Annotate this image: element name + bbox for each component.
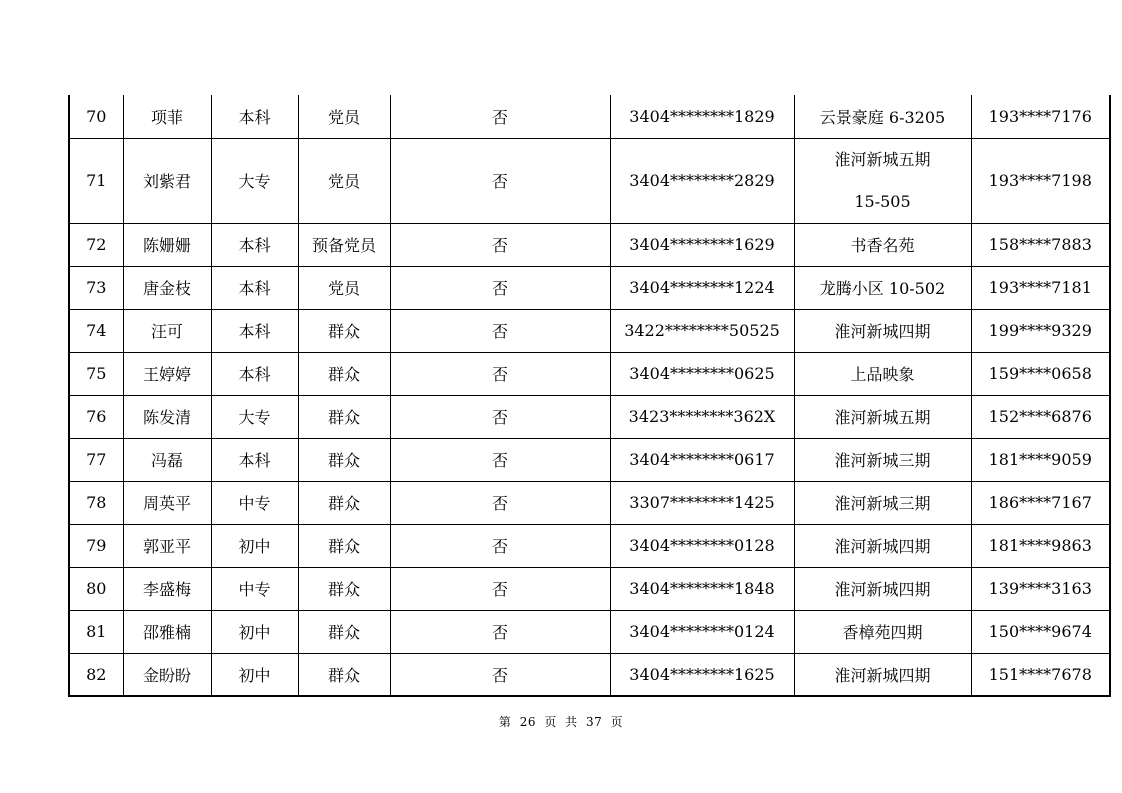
cell-name: 王婷婷 [123,352,211,395]
cell-number: 70 [69,95,123,138]
cell-flag: 否 [390,567,610,610]
cell-number: 78 [69,481,123,524]
cell-number: 72 [69,223,123,266]
cell-phone: 151****7678 [971,653,1110,696]
cell-id-number: 3422********50525 [610,309,794,352]
cell-political-status: 党员 [298,266,390,309]
cell-address: 龙腾小区 10-502 [794,266,971,309]
cell-address: 淮河新城四期 [794,309,971,352]
cell-phone: 186****7167 [971,481,1110,524]
cell-political-status: 群众 [298,309,390,352]
cell-address: 淮河新城四期 [794,524,971,567]
cell-education: 大专 [211,138,298,223]
cell-political-status: 群众 [298,610,390,653]
cell-flag: 否 [390,223,610,266]
footer-page-unit: 页 [544,715,557,729]
cell-political-status: 群众 [298,567,390,610]
cell-address: 淮河新城四期 [794,653,971,696]
page-footer [0,713,1122,730]
table-row [69,138,1110,223]
cell-flag: 否 [390,395,610,438]
cell-political-status: 群众 [298,395,390,438]
cell-name: 陈姗姗 [123,223,211,266]
cell-flag: 否 [390,481,610,524]
cell-number: 71 [69,138,123,223]
cell-id-number: 3404********1625 [610,653,794,696]
cell-address: 淮河新城三期 [794,481,971,524]
cell-id-number: 3404********0617 [610,438,794,481]
cell-address: 淮河新城三期 [794,438,971,481]
roster-table [68,95,1111,697]
cell-number: 79 [69,524,123,567]
cell-number: 80 [69,567,123,610]
cell-address [794,138,971,223]
cell-political-status: 党员 [298,138,390,223]
cell-education: 本科 [211,309,298,352]
cell-id-number: 3404********1629 [610,223,794,266]
cell-flag: 否 [390,438,610,481]
table-row [69,352,1110,395]
table-row [69,653,1110,696]
footer-total-pages: 37 [586,715,603,729]
cell-number: 77 [69,438,123,481]
cell-phone: 193****7176 [971,95,1110,138]
cell-phone: 181****9863 [971,524,1110,567]
table-row [69,395,1110,438]
table-row [69,266,1110,309]
cell-flag: 否 [390,524,610,567]
cell-education: 中专 [211,567,298,610]
cell-number: 75 [69,352,123,395]
cell-phone: 181****9059 [971,438,1110,481]
cell-name: 周英平 [123,481,211,524]
cell-phone: 150****9674 [971,610,1110,653]
cell-name: 汪可 [123,309,211,352]
cell-political-status: 预备党员 [298,223,390,266]
cell-education: 本科 [211,352,298,395]
footer-prefix: 第 [498,715,512,729]
footer-total-prefix: 共 [565,715,578,729]
cell-address: 云景豪庭 6-3205 [794,95,971,138]
roster-rows [69,95,1110,696]
cell-name: 项菲 [123,95,211,138]
cell-address: 上品映象 [794,352,971,395]
cell-id-number: 3307********1425 [610,481,794,524]
table-row [69,223,1110,266]
cell-id-number: 3404********0124 [610,610,794,653]
cell-phone: 152****6876 [971,395,1110,438]
cell-political-status: 群众 [298,438,390,481]
cell-id-number: 3404********0625 [610,352,794,395]
cell-address: 淮河新城四期 [794,567,971,610]
address-line-2: 15-505 [854,191,911,211]
cell-id-number: 3404********1829 [610,95,794,138]
cell-phone: 193****7181 [971,266,1110,309]
cell-flag: 否 [390,653,610,696]
cell-political-status: 群众 [298,524,390,567]
cell-education: 本科 [211,266,298,309]
cell-number: 76 [69,395,123,438]
cell-political-status: 群众 [298,352,390,395]
cell-education: 大专 [211,395,298,438]
cell-number: 82 [69,653,123,696]
cell-phone: 158****7883 [971,223,1110,266]
cell-education: 初中 [211,653,298,696]
cell-name: 陈发清 [123,395,211,438]
cell-id-number: 3404********2829 [610,138,794,223]
table-row [69,524,1110,567]
cell-address: 淮河新城五期 [794,395,971,438]
cell-phone: 139****3163 [971,567,1110,610]
table-row [69,610,1110,653]
cell-phone: 193****7198 [971,138,1110,223]
cell-political-status: 党员 [298,95,390,138]
cell-name: 邵雅楠 [123,610,211,653]
cell-phone: 159****0658 [971,352,1110,395]
cell-address: 书香名苑 [794,223,971,266]
cell-flag: 否 [390,266,610,309]
cell-id-number: 3404********0128 [610,524,794,567]
table-row [69,567,1110,610]
table-row [69,481,1110,524]
footer-page-number: 26 [519,715,536,729]
cell-political-status: 群众 [298,481,390,524]
cell-flag: 否 [390,610,610,653]
cell-address: 香樟苑四期 [794,610,971,653]
footer-total-unit: 页 [610,715,624,729]
table-row [69,309,1110,352]
cell-name: 李盛梅 [123,567,211,610]
cell-name: 冯磊 [123,438,211,481]
cell-number: 81 [69,610,123,653]
cell-flag: 否 [390,138,610,223]
cell-education: 初中 [211,610,298,653]
cell-name: 金盼盼 [123,653,211,696]
table-row [69,95,1110,138]
cell-education: 中专 [211,481,298,524]
cell-education: 本科 [211,95,298,138]
cell-education: 本科 [211,438,298,481]
cell-name: 唐金枝 [123,266,211,309]
cell-education: 初中 [211,524,298,567]
cell-id-number: 3404********1224 [610,266,794,309]
cell-flag: 否 [390,352,610,395]
cell-phone: 199****9329 [971,309,1110,352]
cell-id-number: 3404********1848 [610,567,794,610]
cell-flag: 否 [390,95,610,138]
cell-number: 74 [69,309,123,352]
cell-id-number: 3423********362X [610,395,794,438]
cell-number: 73 [69,266,123,309]
table-row [69,438,1110,481]
address-line-1: 淮河新城五期 [834,149,931,169]
cell-name: 郭亚平 [123,524,211,567]
cell-political-status: 群众 [298,653,390,696]
cell-flag: 否 [390,309,610,352]
cell-education: 本科 [211,223,298,266]
cell-name: 刘紫君 [123,138,211,223]
